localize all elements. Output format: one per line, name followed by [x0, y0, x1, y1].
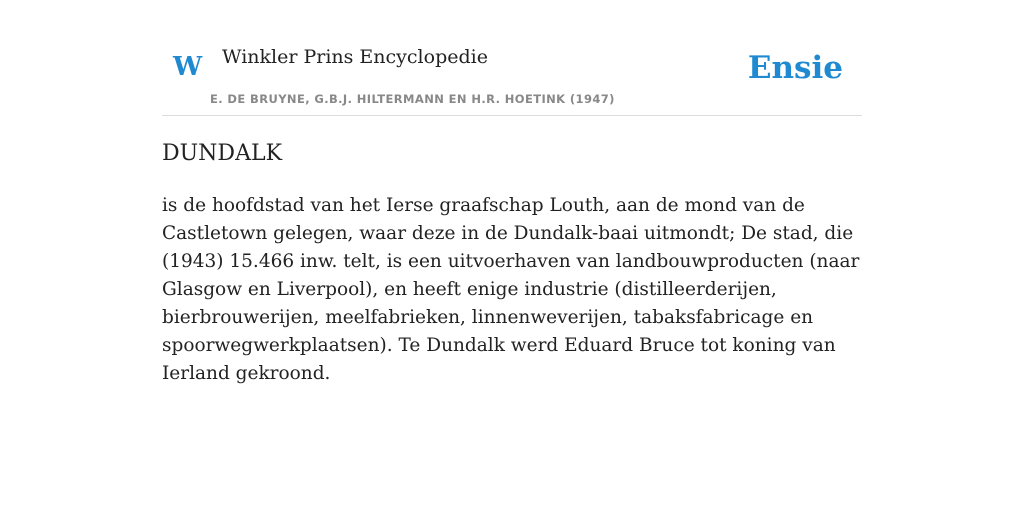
- entry-title: DUNDALK: [162, 141, 283, 166]
- entry-body-text: is de hoofdstad van het Ierse graafschap Louth, aan de mond van de Castletown gelegen, waar deze in de Dundalk-baai uitmondt; De stad, die (1943) 15.466 inw. telt, is een uitvoerhaven van landbouwproducten (naar Glasgow en Liverpool), en heeft enige industrie (distilleerderijen, bierbrouwerijen, meelfabrieken, linnenweverijen, tabaksfabricage en spoorwegwerkplaatsen). Te Dundalk werd Eduard Bruce tot koning van Ierland gekroond.: [162, 195, 860, 384]
- encyclopedia-logo[interactable]: W: [173, 52, 203, 82]
- encyclopedia-title-link[interactable]: Winkler Prins Encyclopedie: [222, 46, 488, 68]
- source-header: [162, 36, 862, 116]
- authors-credit: E. DE BRUYNE, G.B.J. HILTERMANN EN H.R. HOETINK (1947): [210, 92, 615, 106]
- ensie-brand-logo[interactable]: Ensie: [747, 50, 843, 86]
